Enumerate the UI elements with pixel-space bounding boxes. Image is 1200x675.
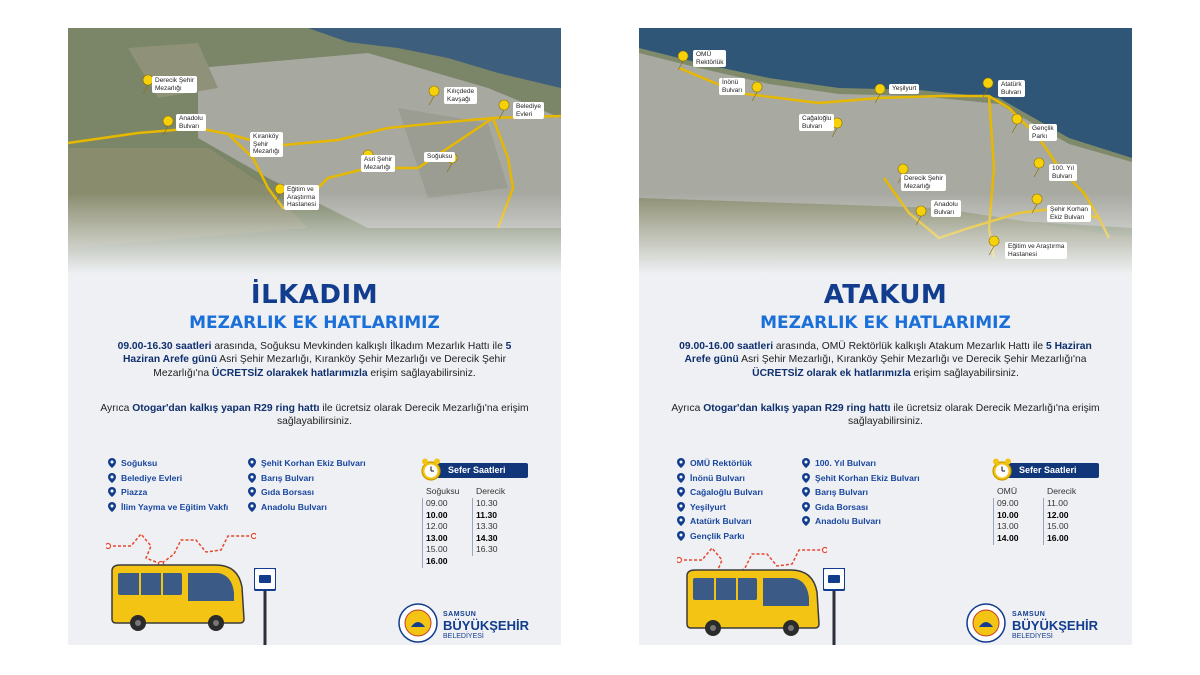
bus-stop-sign	[254, 568, 276, 645]
map-label: Asri Şehir Mezarlığı	[361, 155, 395, 172]
bus-stop-sign	[823, 568, 845, 645]
map-label: Anadolu Bulvarı	[931, 200, 961, 217]
location-pin-icon	[677, 502, 685, 512]
location-pin-icon	[677, 473, 685, 483]
location-pin-icon	[108, 487, 116, 497]
municipality-seal-logo	[966, 603, 1006, 643]
schedule-column: Derecik 10.30 11.30 13.30 14.30 16.30	[476, 486, 506, 555]
location-pin-icon	[802, 502, 810, 512]
list-item: Anadolu Bulvarı	[802, 514, 920, 529]
atakum-poster	[639, 28, 1132, 645]
poster-subtitle: MEZARLIK EK HATLARIMIZ	[760, 313, 1011, 333]
map-label: Cağaloğlu Bulvarı	[799, 114, 834, 131]
map-label: Anadolu Bulvarı	[176, 114, 206, 131]
map-label: Şehir Korhan Ekiz Bulvarı	[1047, 205, 1091, 222]
map-label: 100. Yıl Bulvarı	[1049, 164, 1077, 181]
list-item: Cağaloğlu Bulvarı	[677, 485, 763, 500]
map-label: Kıranköy Şehir Mezarlığı	[250, 132, 283, 157]
list-item: Gıda Borsası	[802, 500, 920, 515]
list-item: Yeşilyurt	[677, 500, 763, 515]
location-pin-icon	[108, 458, 116, 468]
location-pin-icon	[248, 502, 256, 512]
map-label: Yeşilyurt	[889, 84, 919, 94]
location-pin-icon	[248, 487, 256, 497]
location-pin-icon	[677, 516, 685, 526]
ilkadim-poster	[68, 28, 561, 645]
list-item: Barış Bulvarı	[248, 471, 366, 486]
location-pin-icon	[108, 473, 116, 483]
location-pin-icon	[108, 502, 116, 512]
location-pin-icon	[802, 458, 810, 468]
location-pin-icon	[802, 516, 810, 526]
location-pin-icon	[248, 473, 256, 483]
stops-list	[677, 456, 763, 543]
list-item: Belediye Evleri	[108, 471, 228, 486]
list-item: OMÜ Rektörlük	[677, 456, 763, 471]
location-pin-icon	[677, 458, 685, 468]
alarm-clock-icon	[991, 456, 1013, 482]
map-label: Kılıçdede Kavşağı	[444, 87, 477, 104]
poster-subtitle: MEZARLIK EK HATLARIMIZ	[189, 313, 440, 333]
location-pin-icon	[802, 473, 810, 483]
list-item: İnönü Bulvarı	[677, 471, 763, 486]
list-item: 100. Yıl Bulvarı	[802, 456, 920, 471]
map-label: Eğitim ve Araştırma Hastanesi	[284, 185, 319, 210]
map-label: Soğuksu	[424, 152, 455, 162]
list-item: İlim Yayma ve Eğitim Vakfı	[108, 500, 228, 515]
location-pin-icon	[248, 458, 256, 468]
map-label: İnönü Bulvarı	[719, 78, 745, 95]
poster-title: İLKADIM	[250, 280, 379, 310]
list-item: Şehit Korhan Ekiz Bulvarı	[248, 456, 366, 471]
list-item: Piazza	[108, 485, 228, 500]
map-label: Gençlik Parkı	[1029, 124, 1057, 141]
schedule-header: Sefer Saatleri	[1003, 463, 1099, 478]
schedule-header: Sefer Saatleri	[432, 463, 528, 478]
info-paragraph: 09.00-16.00 saatleri arasında, OMÜ Rektörlük kalkışlı Atakum Mezarlık Hattı ile 5 Haziran Arefe günü Asri Şehir Mezarlığı, Kıranköy Şehir Mezarlığı ve Derecik Şehir Mezarlığı'na ÜCRETSİZ olarak ek hatlarımızla erişim sağlayabilirsiniz.	[679, 341, 1092, 379]
schedule-column: Derecik 11.00 12.00 15.00 16.00	[1047, 486, 1077, 543]
info-paragraph: Ayrıca Otogar'dan kalkış yapan R29 ring hattı ile ücretsiz olarak Derecik Mezarlığı'na erişim sağlayabilirsiniz.	[671, 403, 1100, 428]
municipality-name: SAMSUN BÜYÜKŞEHİR BELEDİYESİ	[1012, 611, 1098, 640]
map-label: Eğitim ve Araştırma Hastanesi	[1005, 242, 1067, 259]
location-pin-icon	[677, 487, 685, 497]
alarm-clock-icon	[420, 456, 442, 482]
map-label: Atatürk Bulvarı	[998, 80, 1025, 97]
location-pin-icon	[802, 487, 810, 497]
schedule-column: Soğuksu 09.00 10.00 12.00 13.00 15.00 16.00	[426, 486, 460, 566]
poster-title: ATAKUM	[823, 280, 948, 310]
map-label: Derecik Şehir Mezarlığı	[901, 174, 946, 191]
list-item: Barış Bulvarı	[802, 485, 920, 500]
info-paragraph: 09.00-16.30 saatleri arasında, Soğuksu Mevkinden kalkışlı İlkadım Mezarlık Hattı ile 5 Haziran Arefe günü Asri Şehir Mezarlığı, Kıranköy Şehir Mezarlığı ve Derecik Şehir Mezarlığı'na ÜCRETSİZ olarakek hatlarımızla erişim sağlayabilirsiniz.	[117, 341, 512, 379]
list-item: Anadolu Bulvarı	[248, 500, 366, 515]
schedule-column: OMÜ 09.00 10.00 13.00 14.00	[997, 486, 1019, 543]
municipality-name: SAMSUN BÜYÜKŞEHİR BELEDİYESİ	[443, 611, 529, 640]
bus-illustration	[683, 568, 823, 638]
municipality-seal-logo	[398, 603, 438, 643]
stops-list	[802, 456, 920, 529]
stops-list	[108, 456, 228, 514]
list-item: Şehit Korhan Ekiz Bulvarı	[802, 471, 920, 486]
map-label: OMÜ Rektörlük	[693, 50, 726, 67]
stops-list	[248, 456, 366, 514]
info-paragraph: Ayrıca Otogar'dan kalkış yapan R29 ring hattı ile ücretsiz olarak Derecik Mezarlığı'na erişim sağlayabilirsiniz.	[100, 403, 529, 428]
list-item: Gençlik Parkı	[677, 529, 763, 544]
list-item: Atatürk Bulvarı	[677, 514, 763, 529]
list-item: Gıda Borsası	[248, 485, 366, 500]
list-item: Soğuksu	[108, 456, 228, 471]
map-label: Derecik Şehir Mezarlığı	[152, 76, 197, 93]
bus-illustration	[108, 563, 248, 633]
map-label: Belediye Evleri	[513, 102, 544, 119]
